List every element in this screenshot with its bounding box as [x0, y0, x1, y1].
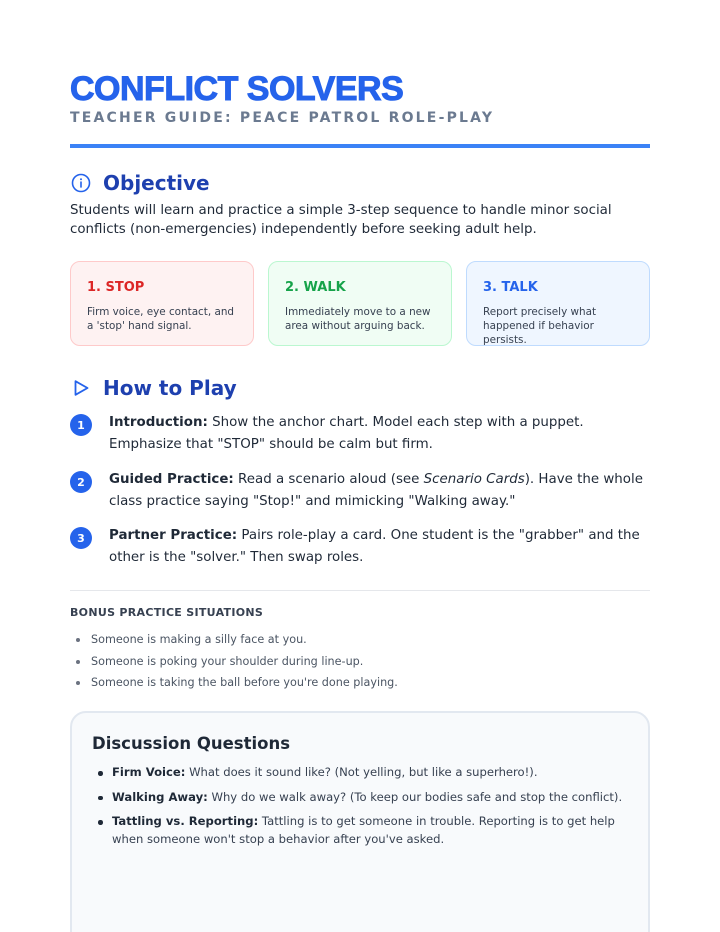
walk-card-title: 2. WALK: [285, 280, 346, 295]
step-text: [109, 412, 654, 455]
stop-card-text: Firm voice, eye contact, and a 'stop' hand signal.: [87, 306, 235, 332]
header-divider: [70, 144, 650, 148]
step-label: Guided Practice:: [109, 472, 234, 487]
page-subtitle: TEACHER GUIDE: PEACE PATROL ROLE-PLAY: [70, 110, 495, 126]
discussion-list: [92, 764, 628, 848]
talk-card: [466, 261, 650, 346]
step-number: 1: [70, 414, 92, 436]
step-body: Read a scenario aloud (see: [233, 472, 424, 487]
list-item: Someone is poking your shoulder during line-up.: [70, 651, 398, 673]
step-body-continued: ). Have the whole class practice saying "Stop!" and mimicking "Walking away.": [109, 472, 643, 509]
scenario-cards-reference: Scenario Cards: [423, 472, 525, 487]
talk-card-text: Report precisely what happened if behavior persists.: [483, 306, 597, 346]
info-circle-icon: [70, 172, 92, 194]
stop-card: [70, 261, 254, 346]
item-text: Tattling is to get someone in trouble. Reporting is to get help when someone won't stop a behavior after you've asked.: [112, 814, 615, 846]
stop-card-title: 1. STOP: [87, 280, 145, 295]
step-text: [109, 469, 654, 512]
item-label: Firm Voice:: [112, 765, 186, 779]
item-text: Why do we walk away? (To keep our bodies safe and stop the conflict).: [207, 789, 623, 804]
item-label: Tattling vs. Reporting:: [112, 814, 259, 828]
item-text: What does it sound like? (Not yelling, but like a superhero!).: [185, 765, 538, 779]
walk-card: [268, 261, 452, 346]
step-number: 3: [70, 527, 92, 549]
item-label: Walking Away:: [112, 789, 208, 804]
how-to-play-heading: [70, 376, 237, 400]
talk-card-title: 3. TALK: [483, 280, 538, 295]
step-cards: [70, 261, 650, 346]
list-item: [92, 813, 632, 848]
how-to-play-title: How to Play: [103, 376, 237, 400]
objective-title: Objective: [103, 171, 210, 195]
step-body: Show the anchor chart. Model each step with a puppet. Emphasize that "STOP" should be calm but firm.: [109, 415, 584, 452]
list-item: [92, 764, 632, 782]
step-text: [109, 525, 654, 568]
teacher-guide-page: [70, 0, 650, 932]
page-title: CONFLICT SOLVERS: [70, 70, 404, 108]
list-item: Someone is making a silly face at you.: [70, 629, 398, 651]
objective-text: Students will learn and practice a simple 3-step sequence to handle minor social conflicts (non-emergencies) independently before seeking adult help.: [70, 203, 612, 237]
step-body: Pairs role-play a card. One student is the "grabber" and the other is the "solver." Then swap roles.: [109, 528, 640, 565]
bonus-heading: BONUS PRACTICE SITUATIONS: [70, 606, 264, 619]
step-number: 2: [70, 471, 92, 493]
bonus-list: [70, 629, 398, 694]
step-label: Partner Practice:: [109, 528, 238, 543]
discussion-box: [70, 711, 650, 932]
play-triangle-icon: [70, 377, 92, 399]
list-item: [92, 789, 632, 807]
discussion-heading: Discussion Questions: [92, 734, 291, 753]
objective-heading: [70, 171, 210, 195]
list-item: Someone is taking the ball before you're done playing.: [70, 672, 398, 694]
section-divider: [70, 590, 650, 591]
walk-card-text: Immediately move to a new area without arguing back.: [285, 306, 431, 332]
step-label: Introduction:: [109, 415, 208, 430]
